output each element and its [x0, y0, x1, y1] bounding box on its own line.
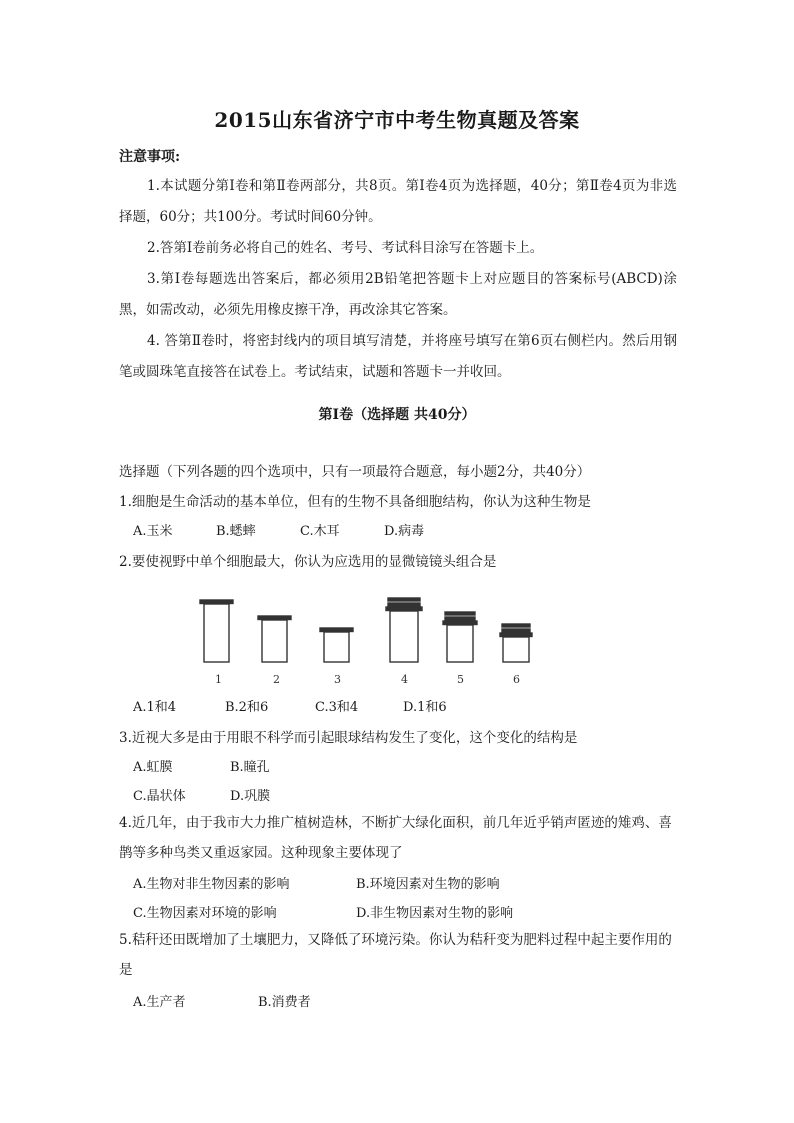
page-title: 2015山东省济宁市中考生物真题及答案 — [214, 108, 580, 132]
q2-option-a: A.1和4 — [133, 700, 177, 715]
notice-item-1: 1.本试题分第Ⅰ卷和第Ⅱ卷两部分，共8页。第Ⅰ卷4页为选择题，40分；第Ⅱ卷4页为非选择题，60分；共100分。考试时间60分钟。 — [119, 178, 677, 225]
notice-heading: 注意事项: — [119, 149, 181, 165]
section-title: 第Ⅰ卷（选择题 共40分） — [318, 407, 476, 423]
q1-option-a: A.玉米 — [133, 524, 173, 539]
q5-option-b: B.消费者 — [258, 995, 311, 1010]
lens-label-4: 4 — [401, 673, 408, 686]
q4-option-c: C.生物因素对环境的影响 — [133, 906, 277, 921]
q1-option-c: C.木耳 — [300, 524, 340, 539]
microscope-lens-figure — [180, 590, 550, 690]
q2-option-d: D.1和6 — [403, 700, 447, 715]
notice-item-4: 4. 答第Ⅱ卷时，将密封线内的项目填写清楚，并将座号填写在第6页右侧栏内。然后用钢笔或圆珠笔直接答在试卷上。考试结束，试题和答题卡一并收回。 — [119, 333, 677, 380]
lens-5-icon — [443, 612, 477, 662]
lens-label-3: 3 — [334, 673, 341, 686]
lens-label-5: 5 — [457, 673, 464, 686]
q2-option-c: C.3和4 — [315, 700, 359, 715]
q1-option-d: D.病毒 — [384, 524, 425, 539]
question-1-text: 1.细胞是生命活动的基本单位，但有的生物不具备细胞结构，你认为这种生物是 — [119, 494, 591, 510]
q5-option-a: A.生产者 — [133, 995, 186, 1010]
notice-item-2: 2.答第Ⅰ卷前务必将自己的姓名、考号、考试科目涂写在答题卡上。 — [147, 240, 544, 256]
question-5-text: 5.秸秆还田既增加了土壤肥力，又降低了环境污染。你认为秸秆变为肥料过程中起主要作用的是 — [119, 932, 672, 978]
question-2-text: 2.要使视野中单个细胞最大，你认为应选用的显微镜镜头组合是 — [119, 554, 497, 570]
lens-label-1: 1 — [215, 673, 222, 686]
lens-2-icon — [258, 616, 291, 662]
q1-option-b: B.蟋蟀 — [216, 524, 256, 539]
q2-option-b: B.2和6 — [225, 700, 269, 715]
lens-1-icon — [200, 600, 233, 662]
q3-option-a: A.虹膜 — [133, 760, 173, 775]
question-3-text: 3.近视大多是由于用眼不科学而引起眼球结构发生了变化，这个变化的结构是 — [119, 730, 578, 746]
lens-6-icon — [500, 624, 532, 662]
lens-label-2: 2 — [273, 673, 280, 686]
lens-4-icon — [386, 598, 422, 662]
q3-option-d: D.巩膜 — [230, 789, 271, 804]
section-intro: 选择题（下列各题的四个选项中，只有一项最符合题意，每小题2分，共40分） — [119, 464, 591, 480]
question-4-text: 4.近几年，由于我市大力推广植树造林，不断扩大绿化面积，前几年近乎销声匿迹的雉鸡、喜鹊等多种鸟类又重返家园。这种现象主要体现了 — [119, 815, 672, 861]
q3-option-b: B.瞳孔 — [230, 760, 270, 775]
q3-option-c: C.晶状体 — [133, 789, 186, 804]
q4-option-d: D.非生物因素对生物的影响 — [356, 906, 514, 921]
q4-option-a: A.生物对非生物因素的影响 — [133, 877, 290, 892]
q4-option-b: B.环境因素对生物的影响 — [356, 877, 500, 892]
lens-label-6: 6 — [513, 673, 520, 686]
lens-3-icon — [320, 628, 353, 662]
notice-item-3: 3.第Ⅰ卷每题选出答案后，都必须用2B铅笔把答题卡上对应题目的答案标号(ABCD)涂黑，如需改动，必须先用橡皮擦干净，再改涂其它答案。 — [119, 271, 677, 318]
